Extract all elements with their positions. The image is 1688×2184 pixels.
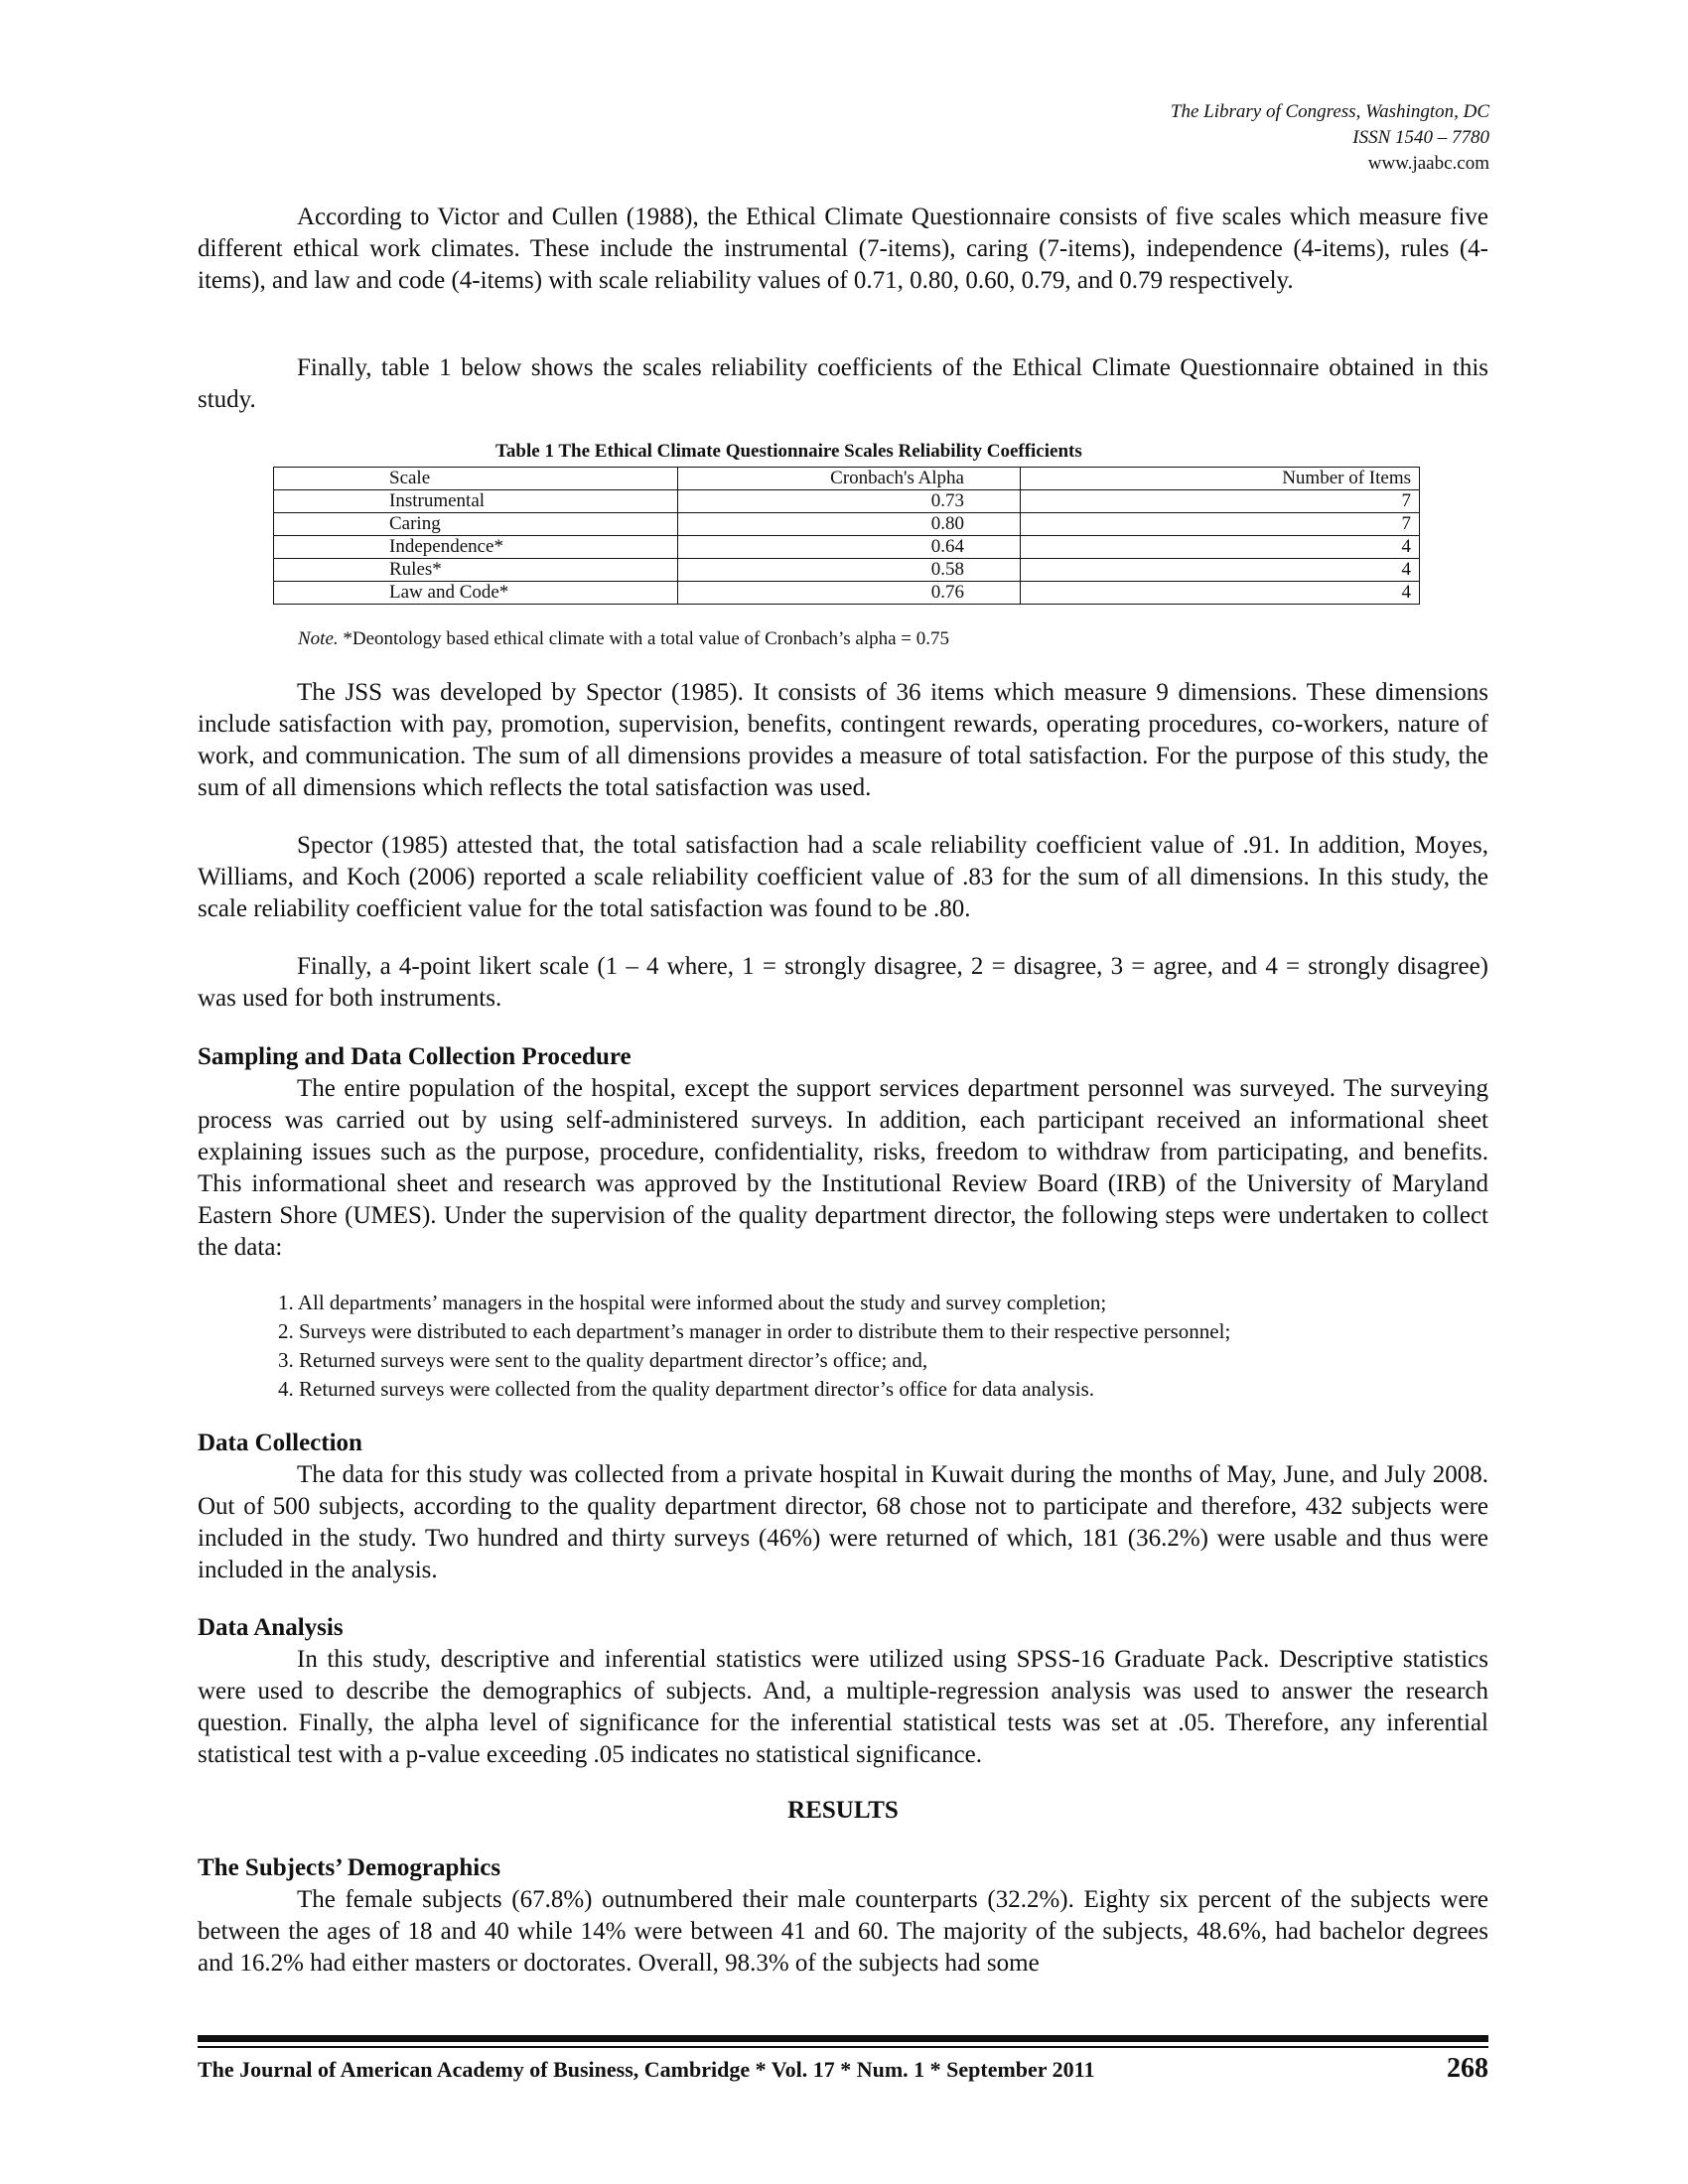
cell-scale: Caring [274, 513, 678, 536]
table-row [274, 536, 1420, 559]
footer-journal: The Journal of American Academy of Business, Cambridge * Vol. 17 * Num. 1 * September 2011 [198, 2057, 1095, 2082]
cell-items: 7 [1021, 513, 1420, 536]
reliability-table [273, 467, 1420, 605]
table-row [274, 559, 1420, 582]
page-footer [198, 2053, 1488, 2084]
cell-scale: Independence* [274, 536, 678, 559]
header-url: www.jaabc.com [1367, 153, 1489, 174]
cell-alpha: 0.64 [678, 536, 1021, 559]
footer-rule-thin [198, 2046, 1488, 2048]
cell-scale: Rules* [274, 559, 678, 582]
list-item: 2. Surveys were distributed to each department’s manager in order to distribute them to their respective personnel; [278, 1319, 1231, 1343]
data-collection-steps [278, 1289, 1230, 1404]
cell-alpha: 0.80 [678, 513, 1021, 536]
heading-results: RESULTS [787, 1797, 899, 1824]
cell-items: 4 [1021, 536, 1420, 559]
table-row [274, 490, 1420, 513]
header-library: The Library of Congress, Washington, DC [1170, 101, 1489, 122]
column-header-scale: Scale [274, 468, 678, 490]
cell-scale: Instrumental [274, 490, 678, 513]
column-header-alpha: Cronbach's Alpha [678, 468, 1021, 490]
footer-rule-thick [198, 2035, 1488, 2042]
column-header-items: Number of Items [1021, 468, 1420, 490]
section-sampling [198, 1041, 1488, 1264]
cell-alpha: 0.73 [678, 490, 1021, 513]
heading-demographics: The Subjects’ Demographics [198, 1854, 501, 1881]
cell-alpha: 0.58 [678, 559, 1021, 582]
paragraph-jss: The JSS was developed by Spector (1985). It consists of 36 items which measure 9 dimensions. These dimensions include satisfaction with pay, promotion, supervision, benefits, contingent rewards, operating procedures, co-workers, nature of work, and communication. The sum of all dimensions provides a measure of total satisfaction. For the purpose of this study, the sum of all dimensions which reflects the total satisfaction was used. [198, 679, 1488, 801]
table-note-label: Note. [298, 628, 339, 649]
list-item: 1. All departments’ managers in the hospital were informed about the study and survey completion; [278, 1291, 1107, 1314]
cell-scale: Law and Code* [274, 582, 678, 605]
paragraph-table-intro: Finally, table 1 below shows the scales reliability coefficients of the Ethical Climate Questionnaire obtained in this study. [198, 354, 1488, 413]
cell-items: 7 [1021, 490, 1420, 513]
paragraph-data-analysis: In this study, descriptive and inferential statistics were utilized using SPSS-16 Graduate Pack. Descriptive statistics were used to describe the demographics of subjects. And, a multiple-regression analysis was used to answer the research question. Finally, the alpha level of significance for the inferential statistical tests was set at .05. Therefore, any inferential statistical test with a p-value exceeding .05 indicates no statistical significance. [198, 1646, 1488, 1768]
header-issn: ISSN 1540 – 7780 [1352, 127, 1489, 148]
cell-items: 4 [1021, 582, 1420, 605]
list-item: 4. Returned surveys were collected from the quality department director’s office for data analysis. [278, 1377, 1095, 1401]
cell-alpha: 0.76 [678, 582, 1021, 605]
table-note [298, 628, 949, 650]
paragraph-ecq-scales: According to Victor and Cullen (1988), the Ethical Climate Questionnaire consists of five scales which measure five different ethical work climates. These include the instrumental (7-items), caring (7-items), independence (4-items), rules (4-items), and law and code (4-items) with scale reliability values of 0.71, 0.80, 0.60, 0.79, and 0.79 respectively. [198, 204, 1488, 294]
table-note-text: *Deontology based ethical climate with a total value of Cronbach’s alpha = 0.75 [338, 628, 950, 649]
paragraph-likert: Finally, a 4-point likert scale (1 – 4 where, 1 = strongly disagree, 2 = disagree, 3 = agree, and 4 = strongly disagree) was used for both instruments. [198, 953, 1488, 1012]
section-demographics [198, 1852, 1488, 1979]
table-title: Table 1 The Ethical Climate Questionnaire Scales Reliability Coefficients [495, 441, 1082, 462]
heading-sampling: Sampling and Data Collection Procedure [198, 1043, 632, 1070]
page-number: 268 [1447, 2053, 1488, 2084]
section-data-analysis [198, 1612, 1488, 1771]
cell-items: 4 [1021, 559, 1420, 582]
heading-data-collection: Data Collection [198, 1430, 362, 1456]
paragraph-sampling: The entire population of the hospital, except the support services department personnel was surveyed. The surveying process was carried out by using self-administered surveys. In addition, each participant received an informational sheet explaining issues such as the purpose, procedure, confidentiality, risks, freedom to withdraw from participating, and benefits. This informational sheet and research was approved by the Institutional Review Board (IRB) of the University of Maryland Eastern Shore (UMES). Under the supervision of the quality department director, the following steps were undertaken to collect the data: [198, 1075, 1488, 1261]
table-row [274, 582, 1420, 605]
paragraph-data-collection: The data for this study was collected from a private hospital in Kuwait during the months of May, June, and July 2008. Out of 500 subjects, according to the quality department director, 68 chose not to participate and therefore, 432 subjects were included in the study. Two hundred and thirty surveys (46%) were returned of which, 181 (36.2%) were usable and thus were included in the analysis. [198, 1461, 1488, 1583]
paragraph-jss-reliability: Spector (1985) attested that, the total satisfaction had a scale reliability coefficient value of .91. In addition, Moyes, Williams, and Koch (2006) reported a scale reliability coefficient value of .83 for the sum of all dimensions. In this study, the scale reliability coefficient value for the total satisfaction was found to be .80. [198, 832, 1488, 922]
paragraph-demographics: The female subjects (67.8%) outnumbered their male counterparts (32.2%). Eighty six percent of the subjects were between the ages of 18 and 40 while 14% were between 41 and 60. The majority of the subjects, 48.6%, had bachelor degrees and 16.2% had either masters or doctorates. Overall, 98.3% of the subjects had some [198, 1886, 1488, 1977]
heading-data-analysis: Data Analysis [198, 1614, 344, 1641]
section-data-collection [198, 1428, 1488, 1586]
table-header-row [274, 468, 1420, 490]
table-row [274, 513, 1420, 536]
page-header [1171, 99, 1489, 177]
list-item: 3. Returned surveys were sent to the quality department director’s office; and, [278, 1348, 928, 1372]
section-results [198, 1795, 1488, 1827]
